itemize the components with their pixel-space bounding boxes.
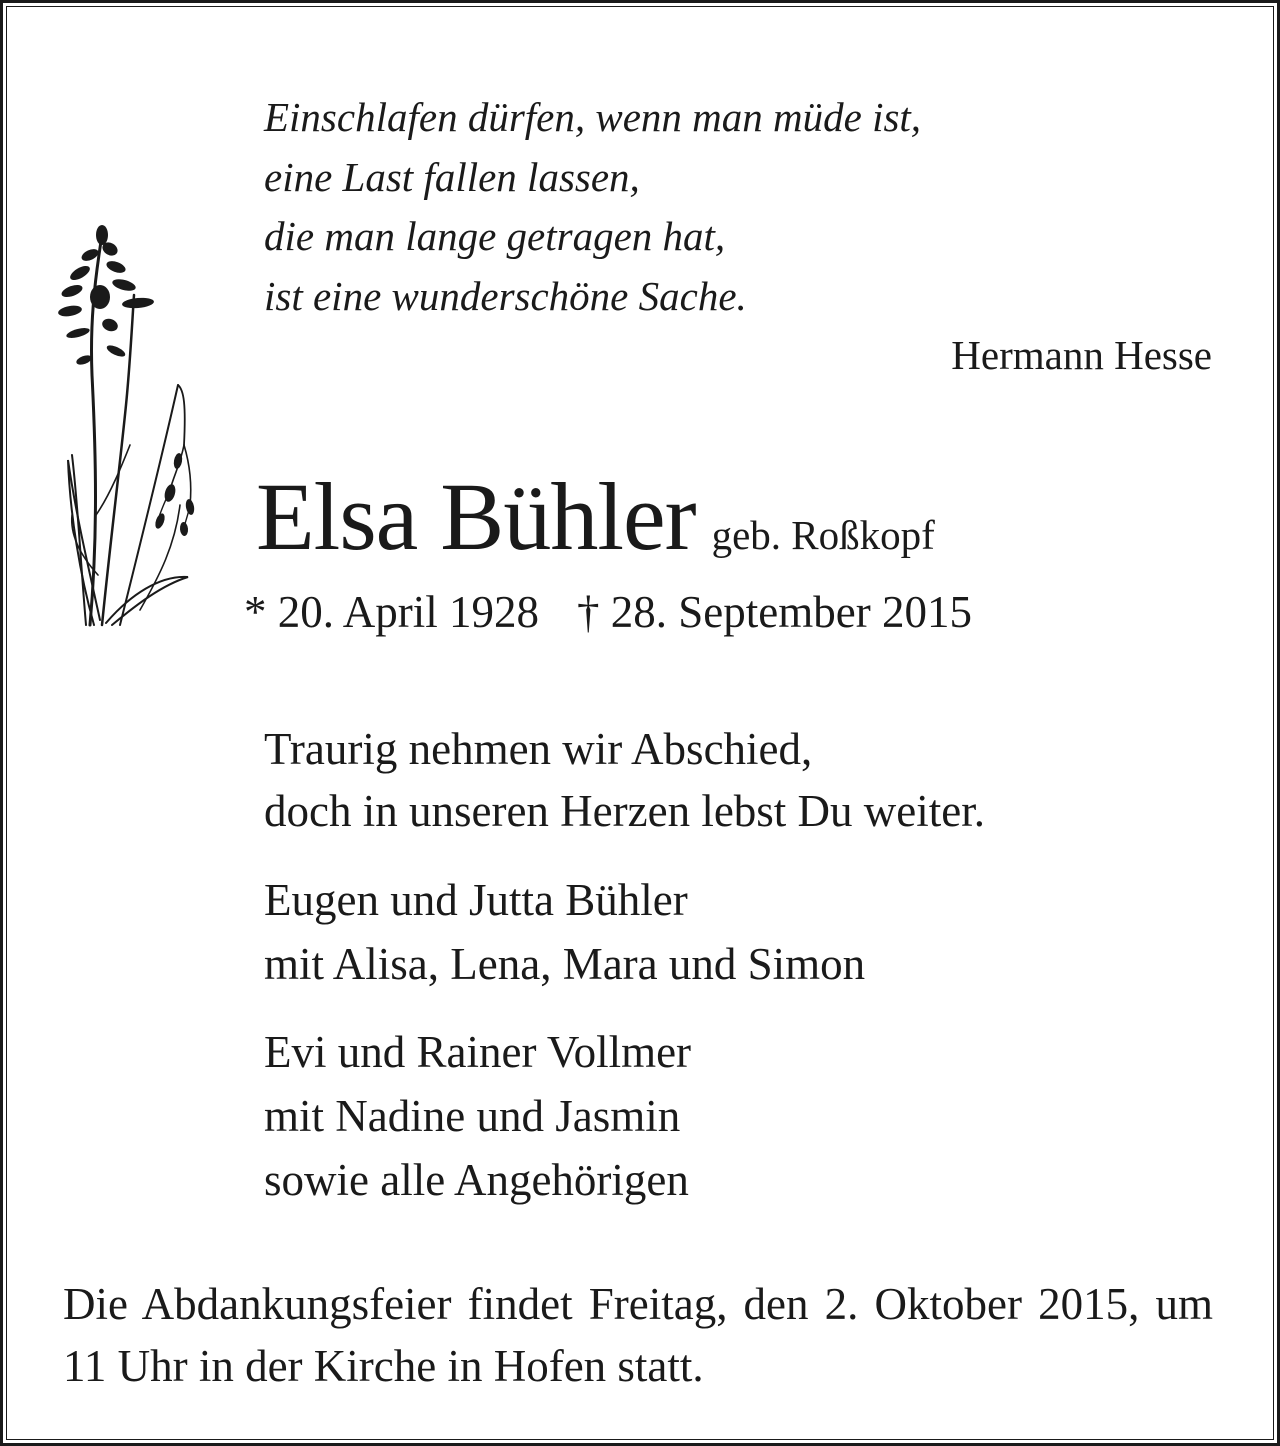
mourner-group: [264, 1020, 691, 1212]
grass-illustration-icon: [50, 215, 210, 630]
message-line: doch in unseren Herzen lebst Du weiter.: [264, 786, 986, 836]
mourner-line: Evi und Rainer Vollmer: [264, 1027, 692, 1077]
mourner-line: Eugen und Jutta Bühler: [264, 875, 688, 925]
mourner-line: sowie alle Angehörigen: [264, 1155, 689, 1205]
maiden-name: geb. Roßkopf: [711, 512, 935, 558]
poem: [264, 88, 921, 326]
death-date: † 28. September 2015: [577, 587, 972, 637]
poem-line: die man lange getragen hat,: [264, 213, 726, 259]
birth-date: * 20. April 1928: [244, 587, 540, 637]
poem-author: Hermann Hesse: [951, 332, 1212, 378]
message-line: Traurig nehmen wir Abschied,: [264, 724, 813, 774]
mourner-line: mit Nadine und Jasmin: [264, 1091, 681, 1141]
deceased-name-row: [256, 462, 935, 572]
poem-line: eine Last fallen lassen,: [264, 153, 640, 200]
mourner-group: [264, 868, 865, 996]
farewell-message: [264, 718, 985, 842]
poem-line: Einschlafen dürfen, wenn man müde ist,: [264, 94, 922, 140]
service-announcement: Die Abdankungsfeier findet Freitag, den 2. Oktober 2015, um 11 Uhr in der Kirche in Hofen statt.: [63, 1279, 1213, 1391]
mourner-line: mit Alisa, Lena, Mara und Simon: [264, 939, 866, 989]
deceased-name: Elsa Bühler: [256, 463, 696, 570]
life-dates: [244, 585, 972, 639]
poem-line: ist eine wunderschöne Sache.: [264, 272, 747, 319]
